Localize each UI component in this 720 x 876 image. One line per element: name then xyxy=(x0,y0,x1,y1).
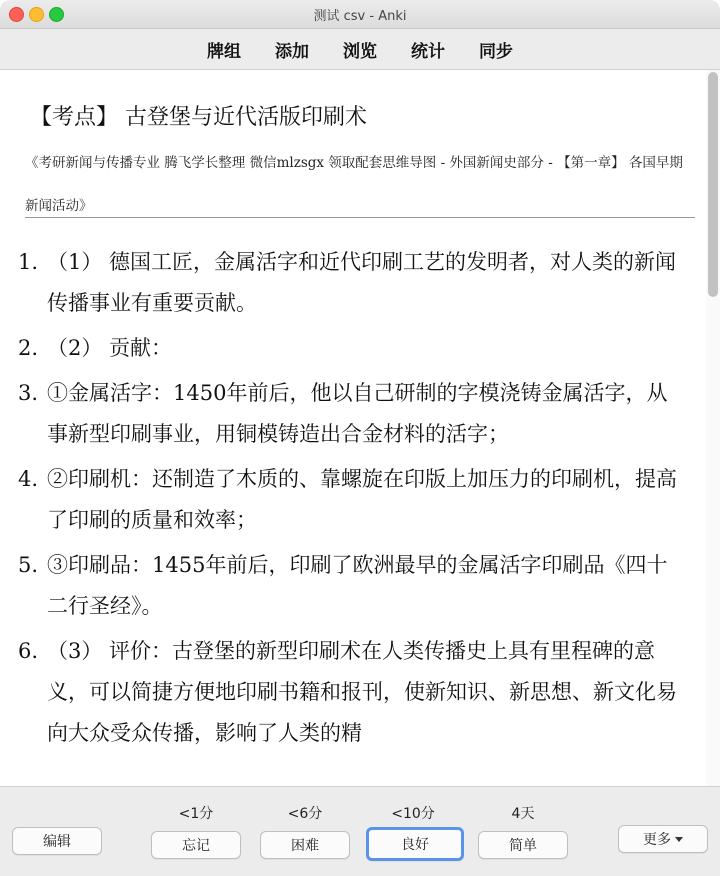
interval-good: <10分 xyxy=(391,806,435,822)
list-item xyxy=(0,631,690,754)
list-item xyxy=(0,459,690,541)
good-button[interactable]: 良好 xyxy=(366,827,464,861)
list-item-number: 1. xyxy=(18,250,39,274)
more-button-label: 更多 xyxy=(643,832,671,848)
list-item-text: ③印刷品：1455年前后，印刷了欧洲最早的金属活字印刷品《四十二行圣经》。 xyxy=(47,553,668,618)
answer-bar xyxy=(0,786,720,876)
more-button[interactable] xyxy=(618,825,708,853)
divider xyxy=(25,217,695,218)
card-content xyxy=(0,70,706,786)
easy-button[interactable]: 简单 xyxy=(478,831,568,859)
again-button[interactable]: 忘记 xyxy=(151,831,241,859)
list-item-number: 2. xyxy=(18,336,39,360)
card-heading: 【考点】 古登堡与近代活版印刷术 xyxy=(30,105,367,130)
toolbar-browse[interactable]: 浏览 xyxy=(343,41,377,62)
list-item-text: ②印刷机：还制造了木质的、靠螺旋在印版上加压力的印刷机，提高了印刷的质量和效率； xyxy=(47,467,677,532)
main-toolbar xyxy=(0,29,720,70)
toolbar-add[interactable]: 添加 xyxy=(275,41,309,62)
list-item-number: 5. xyxy=(18,553,39,577)
list-item xyxy=(0,373,690,455)
list-item-number: 4. xyxy=(18,467,39,491)
chevron-down-icon xyxy=(675,837,683,842)
toolbar-stats[interactable]: 统计 xyxy=(411,41,445,62)
list-item-text: （3） 评价：古登堡的新型印刷术在人类传播史上具有里程碑的意义，可以简捷方便地印刷书籍和报刊，使新知识、新思想、新文化易向大众受众传播，影响了人类的精 xyxy=(47,639,677,745)
toolbar-sync[interactable]: 同步 xyxy=(479,41,513,62)
scrollbar-thumb[interactable] xyxy=(708,72,718,297)
interval-again: <1分 xyxy=(178,806,214,822)
title-bar xyxy=(0,0,720,29)
list-item-number: 6. xyxy=(18,639,39,663)
list-item xyxy=(0,242,690,324)
list-item-text: （1） 德国工匠，金属活字和近代印刷工艺的发明者，对人类的新闻传播事业有重要贡献。 xyxy=(47,250,677,315)
toolbar-decks[interactable]: 牌组 xyxy=(207,41,241,62)
card-source: 《考研新闻与传播专业 腾飞学长整理 微信mlzsgx 领取配套思维导图 - 外国新闻史部分 - 【第一章】 各国早期新闻活动》 xyxy=(25,155,683,214)
edit-button[interactable]: 编辑 xyxy=(12,827,102,855)
interval-hard: <6分 xyxy=(287,806,323,822)
point-list xyxy=(0,242,690,758)
list-item-number: 3. xyxy=(18,381,39,405)
window-title: 测试 csv - Anki xyxy=(313,9,407,24)
interval-easy: 4天 xyxy=(511,806,535,822)
list-item xyxy=(0,545,690,627)
list-item-text: ①金属活字：1450年前后，他以自己研制的字模浇铸金属活字，从事新型印刷事业，用铜模铸造出合金材料的活字； xyxy=(47,381,668,446)
hard-button[interactable]: 困难 xyxy=(260,831,350,859)
list-item-text: （2） 贡献： xyxy=(47,336,173,360)
list-item xyxy=(0,328,690,369)
